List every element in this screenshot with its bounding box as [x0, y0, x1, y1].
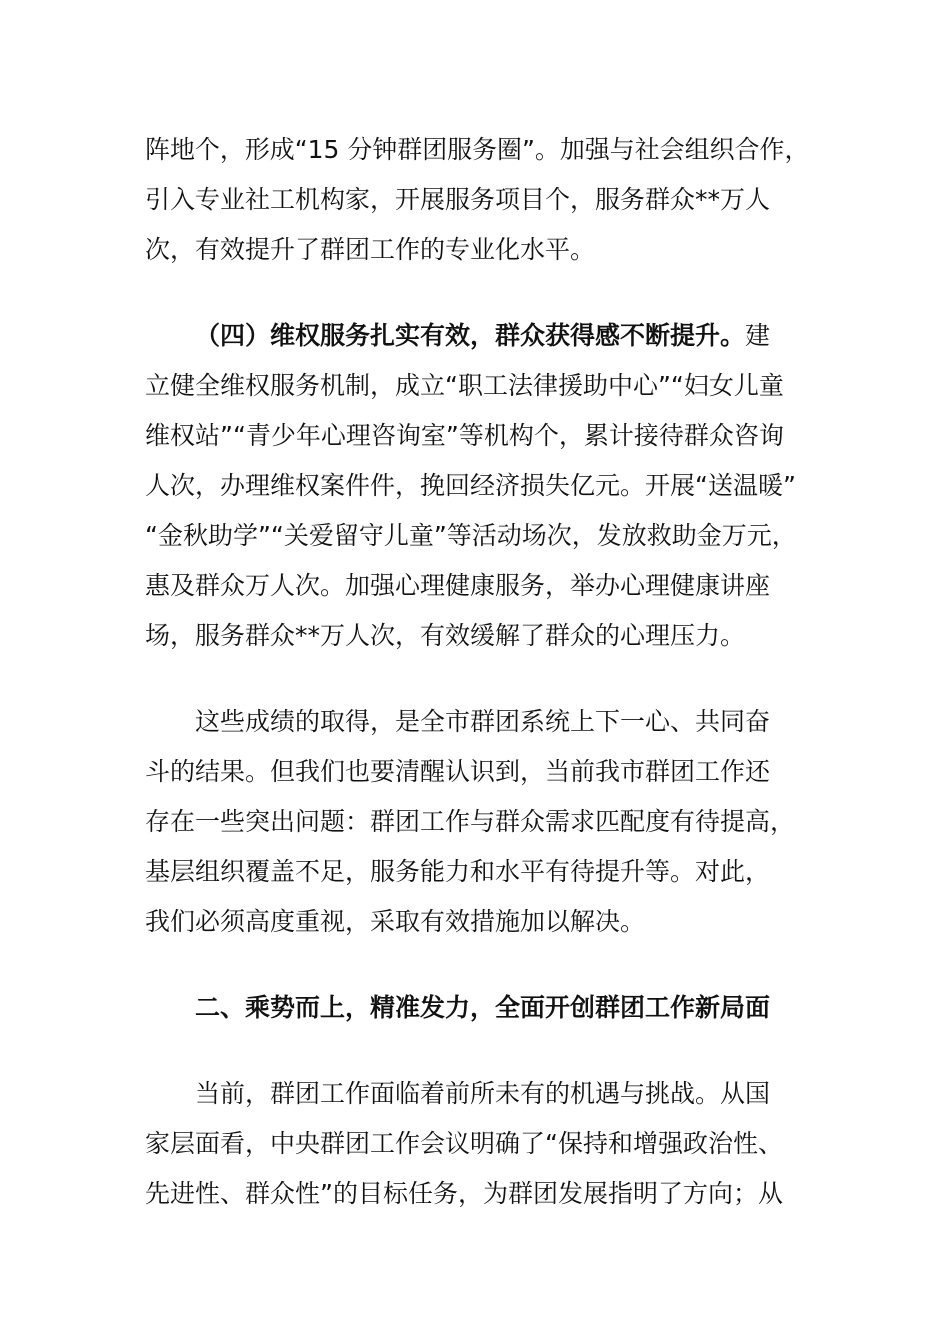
para3-line-1: 这些成绩的取得，是全市群团系统上下一心、共同奋: [195, 707, 771, 736]
para2-line-2: 立健全维权服务机制，成立“职工法律援助中心”“妇女儿童: [145, 371, 784, 400]
section-heading-2: 二、乘势而上，精准发力，全面开创群团工作新局面: [195, 993, 771, 1022]
para3-line-2: 斗的结果。但我们也要清醒认识到，当前我市群团工作还: [145, 757, 771, 786]
para2-line-7: 场，服务群众**万人次，有效缓解了群众的心理压力。: [145, 621, 746, 650]
para1-line-3: 次，有效提升了群团工作的专业化水平。: [145, 235, 596, 264]
para2-line-1-rest: 建: [745, 321, 771, 350]
para1-line-1: 阵地个，形成“15 分钟群团服务圈”。加强与社会组织合作，: [145, 135, 810, 164]
para4-line-2: 家层面看，中央群团工作会议明确了“保持和增强政治性、: [145, 1129, 783, 1158]
para3-line-5: 我们必须高度重视，采取有效措施加以解决。: [145, 907, 646, 936]
para2-line-1: [195, 320, 770, 352]
para2-line-3: 维权站”“青少年心理咨询室”等机构个，累计接待群众咨询: [145, 421, 784, 450]
para1-line-2: 引入专业社工机构家，开展服务项目个，服务群众**万人: [145, 185, 771, 214]
para2-line-6: 惠及群众万人次。加强心理健康服务，举办心理健康讲座: [145, 571, 771, 600]
para3-line-3: 存在一些突出问题：群团工作与群众需求匹配度有待提高，: [145, 807, 796, 836]
subsection-heading-4: （四）维权服务扎实有效，群众获得感不断提升。: [195, 321, 746, 350]
para2-line-4: 人次，办理维权案件件，挽回经济损失亿元。开展“送温暖”: [145, 471, 796, 500]
para3-line-4: 基层组织覆盖不足，服务能力和水平有待提升等。对此，: [145, 857, 771, 886]
para4-line-3: 先进性、群众性”的目标任务，为群团发展指明了方向；从: [145, 1179, 783, 1208]
para2-line-5: “金秋助学”“关爱留守儿童”等活动场次，发放救助金万元，: [145, 521, 797, 550]
para4-line-1: 当前，群团工作面临着前所未有的机遇与挑战。从国: [195, 1079, 771, 1108]
